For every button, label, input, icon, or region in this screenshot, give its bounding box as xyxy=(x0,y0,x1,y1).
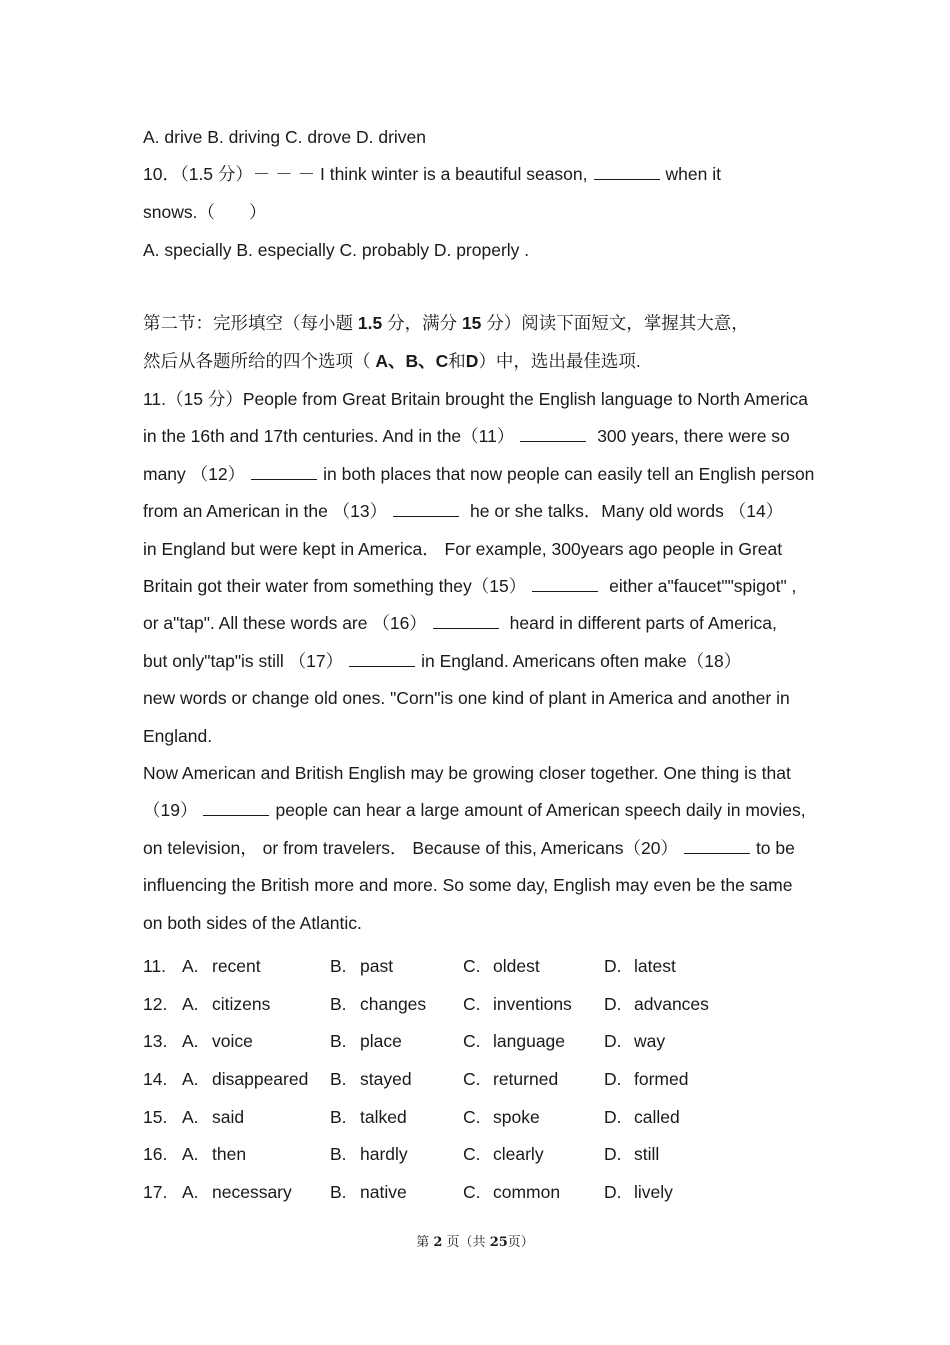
option-a: voice xyxy=(212,1031,253,1052)
blank-12 xyxy=(251,465,317,480)
q10-line2-end: ） xyxy=(248,202,267,222)
q10-stem-text: 10．（1.5 分）－ － － I think winter is a beautiful season, xyxy=(143,164,588,184)
blank-13 xyxy=(393,502,459,517)
section2-text: 第二节：完形填空（每小题 xyxy=(143,313,353,333)
blank-19 xyxy=(203,801,269,816)
option-d: latest xyxy=(634,956,676,977)
passage-text: many （12） xyxy=(143,464,246,484)
option-letter-a: A. xyxy=(182,956,199,977)
option-letter-a: A. xyxy=(182,1144,199,1165)
passage-text: in the 16th and 17th centuries. And in the（11） xyxy=(143,426,515,446)
passage-text: but only"tap"is still （17） xyxy=(143,651,344,671)
passage-text: on television， or from travelers． Because of this, Americans（20） xyxy=(143,838,678,858)
section2-letter-d: D xyxy=(465,351,479,371)
option-letter-a: A. xyxy=(182,1069,199,1090)
option-b: native xyxy=(360,1181,407,1202)
option-number: 15. xyxy=(143,1106,168,1127)
q10-stem-tail: when it xyxy=(665,164,721,184)
option-b: hardly xyxy=(360,1144,408,1165)
q10-stem xyxy=(143,162,721,186)
passage-text: from an American in the （13） xyxy=(143,501,388,521)
passage-line xyxy=(143,574,796,598)
passage-line: 11.（15 分）People from Great Britain brought the English language to North America xyxy=(143,389,809,409)
option-letter-c: C. xyxy=(463,956,481,977)
blank-11 xyxy=(520,427,586,442)
section2-score: 1.5 xyxy=(357,313,383,333)
footer-text: 页） xyxy=(507,1235,534,1250)
footer-text: 第 xyxy=(416,1235,430,1250)
option-c: language xyxy=(493,1031,566,1052)
option-letter-a: A. xyxy=(182,1181,199,1202)
passage-text: he or she talks．Many old words （14） xyxy=(465,501,784,521)
option-c: spoke xyxy=(493,1106,540,1127)
section2-heading-line2 xyxy=(143,349,641,373)
q10-blank xyxy=(594,165,660,180)
passage-text: in both places that now people can easily tell an English person xyxy=(323,464,815,484)
passage-line xyxy=(143,798,806,822)
footer-page-number: 2 xyxy=(433,1235,443,1250)
option-letter-a: A. xyxy=(182,993,199,1014)
passage-text: in England. Americans often make（18） xyxy=(421,651,742,671)
passage-text: 300 years, there were so xyxy=(592,426,790,446)
option-row xyxy=(143,1136,709,1174)
passage-line xyxy=(143,462,814,486)
option-d: still xyxy=(634,1144,660,1165)
passage-line: new words or change old ones. "Corn"is one kind of plant in America and another in xyxy=(143,688,790,708)
option-b: place xyxy=(360,1031,402,1052)
q10-options: A. specially B. especially C. probably D. properly . xyxy=(143,240,530,260)
option-letter-c: C. xyxy=(463,1106,481,1127)
option-number: 11. xyxy=(143,956,167,977)
section2-text: 分，满分 xyxy=(387,313,458,333)
section2-text: 和 xyxy=(448,351,466,371)
blank-20 xyxy=(684,839,750,854)
option-row xyxy=(143,1023,709,1061)
blank-16 xyxy=(433,614,499,629)
option-letter-b: B. xyxy=(330,993,347,1014)
passage-text: people can hear a large amount of American speech daily in movies, xyxy=(275,800,806,820)
option-letter-d: D. xyxy=(604,1181,622,1202)
option-row xyxy=(143,1098,709,1136)
option-letter-b: B. xyxy=(330,1144,347,1165)
passage-line: in England but were kept in America． For example, 300years ago people in Great xyxy=(143,539,783,559)
option-c: inventions xyxy=(493,993,572,1014)
option-number: 16. xyxy=(143,1144,168,1165)
option-a: said xyxy=(212,1106,245,1127)
option-letter-d: D. xyxy=(604,993,622,1014)
blank-15 xyxy=(532,577,598,592)
option-letter-a: A. xyxy=(182,1031,199,1052)
option-letter-c: C. xyxy=(463,1069,481,1090)
q9-options: A. drive B. driving C. drove D. driven xyxy=(143,127,427,147)
option-letter-b: B. xyxy=(330,1031,347,1052)
passage-text: to be xyxy=(755,838,795,858)
option-letter-b: B. xyxy=(330,1181,347,1202)
option-d: called xyxy=(634,1106,680,1127)
option-number: 14. xyxy=(143,1069,168,1090)
option-d: formed xyxy=(634,1069,689,1090)
passage-line: influencing the British more and more. So some day, English may even be the same xyxy=(143,875,793,895)
option-letter-d: D. xyxy=(604,1106,622,1127)
option-letter-c: C. xyxy=(463,1181,481,1202)
blank-17 xyxy=(349,652,415,667)
option-letter-d: D. xyxy=(604,1031,622,1052)
q10-stem-line2 xyxy=(143,200,266,224)
section2-letters: A、B、C xyxy=(375,351,449,371)
option-d: advances xyxy=(634,993,709,1014)
passage-line: England. xyxy=(143,726,213,746)
option-b: changes xyxy=(360,993,427,1014)
option-c: common xyxy=(493,1181,561,1202)
passage-text: or a"tap". All these words are （16） xyxy=(143,613,427,633)
option-b: talked xyxy=(360,1106,407,1127)
passage-line xyxy=(143,649,741,673)
option-a: necessary xyxy=(212,1181,292,1202)
option-letter-b: B. xyxy=(330,956,347,977)
footer-text: 页（共 xyxy=(446,1235,486,1250)
option-a: citizens xyxy=(212,993,271,1014)
option-row xyxy=(143,1061,709,1099)
passage-text: heard in different parts of America, xyxy=(504,613,777,633)
passage-line: Now American and British English may be growing closer together. One thing is that xyxy=(143,763,791,783)
option-a: disappeared xyxy=(212,1069,309,1090)
q10-line2-text: snows.（ xyxy=(143,202,215,222)
section2-heading-line1 xyxy=(143,311,749,335)
option-b: past xyxy=(360,956,394,977)
options-table xyxy=(143,948,709,1211)
option-a: recent xyxy=(212,956,261,977)
option-c: oldest xyxy=(493,956,540,977)
passage-line xyxy=(143,611,777,635)
option-c: clearly xyxy=(493,1144,544,1165)
option-letter-d: D. xyxy=(604,1144,622,1165)
option-number: 13. xyxy=(143,1031,168,1052)
passage-text: （19） xyxy=(143,800,198,820)
passage-line xyxy=(143,424,790,448)
option-number: 17. xyxy=(143,1181,168,1202)
section2-text: 分）阅读下面短文，掌握其大意， xyxy=(486,313,749,333)
option-d: way xyxy=(634,1031,666,1052)
option-b: stayed xyxy=(360,1069,412,1090)
option-row xyxy=(143,986,709,1024)
option-letter-c: C. xyxy=(463,1144,481,1165)
section2-text: 然后从各题所给的四个选项（ xyxy=(143,351,371,371)
section2-total: 15 xyxy=(461,313,482,333)
option-letter-d: D. xyxy=(604,956,622,977)
option-row xyxy=(143,948,709,986)
passage-line xyxy=(143,499,783,523)
passage-text: Britain got their water from something they（15） xyxy=(143,576,527,596)
option-letter-c: C. xyxy=(463,1031,481,1052)
option-letter-d: D. xyxy=(604,1069,622,1090)
page-footer xyxy=(0,1231,950,1250)
option-a: then xyxy=(212,1144,247,1165)
option-d: lively xyxy=(634,1181,673,1202)
passage-line xyxy=(143,836,795,860)
option-row xyxy=(143,1174,709,1212)
option-letter-b: B. xyxy=(330,1069,347,1090)
option-letter-a: A. xyxy=(182,1106,199,1127)
passage-line: on both sides of the Atlantic. xyxy=(143,913,362,933)
footer-total-pages: 25 xyxy=(489,1235,508,1250)
option-c: returned xyxy=(493,1069,559,1090)
passage-text: either a"faucet""spigot" , xyxy=(604,576,797,596)
option-letter-c: C. xyxy=(463,993,481,1014)
option-number: 12. xyxy=(143,993,168,1014)
option-letter-b: B. xyxy=(330,1106,347,1127)
section2-text: ）中，选出最佳选项. xyxy=(478,351,641,371)
